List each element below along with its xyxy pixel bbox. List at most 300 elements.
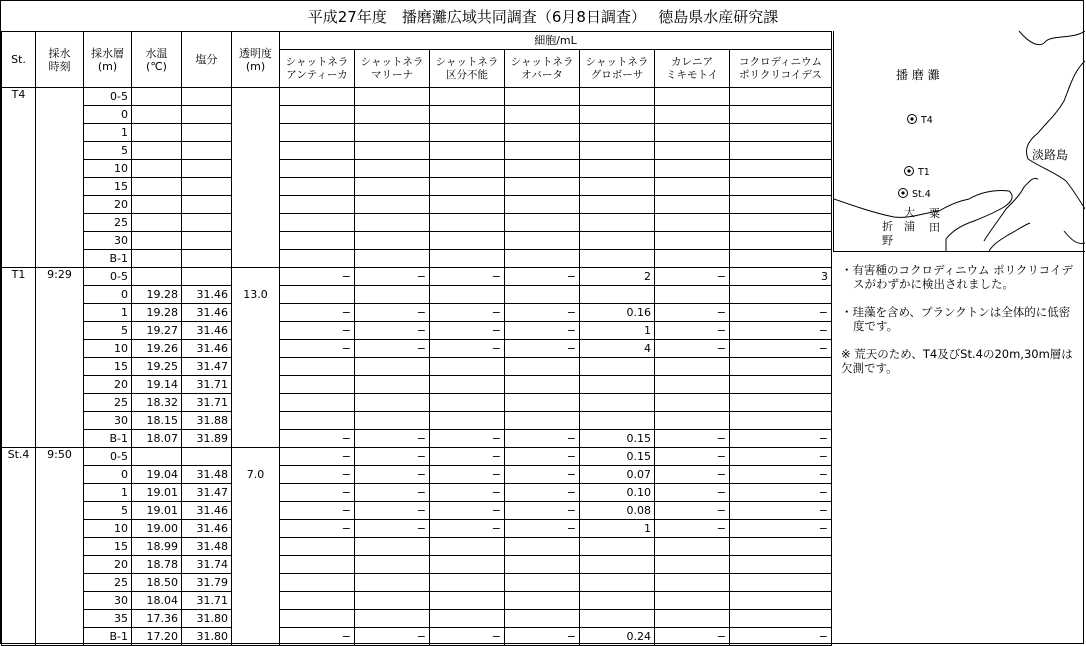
table-row [2, 304, 832, 322]
header-species-6 [655, 50, 730, 88]
cell-count: − [505, 268, 580, 286]
temp-cell [132, 214, 182, 232]
cell-count [280, 394, 355, 412]
cell-count: − [355, 484, 430, 502]
temp-cell [132, 88, 182, 106]
cell-count: − [355, 322, 430, 340]
cell-count [430, 196, 505, 214]
cell-count: − [655, 340, 730, 358]
header-time-text: 採水 時刻 [48, 46, 71, 73]
temp-cell: 18.15 [132, 412, 182, 430]
cell-count [655, 394, 730, 412]
cell-count [280, 574, 355, 592]
cell-count [430, 286, 505, 304]
cell-count [505, 196, 580, 214]
cell-count: − [730, 520, 832, 538]
cell-count [430, 592, 505, 610]
cell-count [655, 232, 730, 250]
salinity-cell: 31.46 [182, 520, 232, 538]
cell-count [580, 358, 655, 376]
cell-count [355, 214, 430, 232]
cell-count: − [430, 520, 505, 538]
cell-count [655, 358, 730, 376]
cell-count [655, 214, 730, 232]
salinity-cell: 31.79 [182, 574, 232, 592]
cell-count: − [280, 322, 355, 340]
cell-count: − [505, 304, 580, 322]
cell-count [355, 124, 430, 142]
cell-count: 0.15 [580, 448, 655, 466]
salinity-cell [182, 124, 232, 142]
header-species-text: シャットネラ アンティーカ [285, 55, 349, 81]
cell-count [730, 214, 832, 232]
header-salinity: 塩分 [182, 32, 232, 88]
cell-count: − [505, 448, 580, 466]
salinity-cell: 31.80 [182, 628, 232, 646]
salinity-cell: 31.46 [182, 502, 232, 520]
cell-count [505, 592, 580, 610]
cell-count [580, 232, 655, 250]
table-row [2, 124, 832, 142]
layer-cell: 30 [84, 412, 132, 430]
cell-count [430, 214, 505, 232]
table-row [2, 214, 832, 232]
cell-count: − [280, 484, 355, 502]
cell-count: − [730, 322, 832, 340]
table-row [2, 142, 832, 160]
cell-count [280, 250, 355, 268]
table-row [2, 592, 832, 610]
header-species-text: カレニア ミキモトイ [666, 55, 718, 81]
temp-cell [132, 448, 182, 466]
cell-count [505, 232, 580, 250]
header-cells: 細胞/mL [280, 32, 832, 50]
cell-count [505, 574, 580, 592]
cell-count: − [505, 430, 580, 448]
header-layer [84, 32, 132, 88]
cell-count [730, 88, 832, 106]
salinity-cell: 31.88 [182, 412, 232, 430]
temp-cell: 19.14 [132, 376, 182, 394]
salinity-cell: 31.47 [182, 358, 232, 376]
cell-count: 4 [580, 340, 655, 358]
cell-count [580, 394, 655, 412]
cell-count [280, 160, 355, 178]
cell-count [655, 286, 730, 304]
table-row [2, 268, 832, 286]
cell-count: − [730, 304, 832, 322]
salinity-cell [182, 196, 232, 214]
layer-cell: 20 [84, 376, 132, 394]
station-point-st4 [899, 189, 908, 198]
table-row [2, 358, 832, 376]
layer-cell: 35 [84, 610, 132, 628]
cell-count: − [355, 340, 430, 358]
cell-count: − [430, 322, 505, 340]
cell-count [655, 124, 730, 142]
cell-count [505, 88, 580, 106]
salinity-cell [182, 448, 232, 466]
cell-count: − [655, 430, 730, 448]
header-species-text: シャットネラ マリーナ [360, 55, 424, 81]
cell-count [580, 376, 655, 394]
table-row [2, 340, 832, 358]
cell-count [730, 286, 832, 304]
cell-count [355, 250, 430, 268]
cell-count: − [430, 268, 505, 286]
time-cell: 9:50 [36, 448, 84, 646]
salinity-cell [182, 214, 232, 232]
temp-cell: 19.25 [132, 358, 182, 376]
map-place-oura-1: 大 [904, 206, 915, 219]
cell-count [580, 574, 655, 592]
cell-count: − [280, 628, 355, 646]
table-row [2, 484, 832, 502]
cell-count [355, 358, 430, 376]
temp-cell: 18.99 [132, 538, 182, 556]
cell-count [580, 592, 655, 610]
header-species-3 [430, 50, 505, 88]
cell-count [655, 574, 730, 592]
map-place-awata-2: 田 [929, 221, 940, 234]
cell-count [580, 412, 655, 430]
cell-count: − [655, 484, 730, 502]
layer-cell: 5 [84, 322, 132, 340]
layer-cell: 0 [84, 466, 132, 484]
cell-count: − [730, 628, 832, 646]
cell-count: − [430, 448, 505, 466]
header-transparency [232, 32, 280, 88]
cell-count [280, 286, 355, 304]
cell-count [580, 196, 655, 214]
cell-count [730, 142, 832, 160]
salinity-cell: 31.47 [182, 484, 232, 502]
cell-count [730, 124, 832, 142]
cell-count: − [430, 304, 505, 322]
cell-count [580, 250, 655, 268]
cell-count: − [430, 430, 505, 448]
note-2: ・珪藻を含め、プランクトンは全体的に低密度です。 [841, 305, 1071, 333]
temp-cell [132, 178, 182, 196]
temp-cell: 18.07 [132, 430, 182, 448]
cell-count: − [505, 484, 580, 502]
cell-count [730, 160, 832, 178]
cell-count: − [430, 340, 505, 358]
cell-count [655, 376, 730, 394]
cell-count [505, 124, 580, 142]
layer-cell: 1 [84, 124, 132, 142]
header-temp [132, 32, 182, 88]
cell-count [580, 556, 655, 574]
cell-count [505, 556, 580, 574]
cell-count [430, 124, 505, 142]
table-row [2, 538, 832, 556]
cell-count [280, 124, 355, 142]
header-temp-text: 水温 (℃) [145, 46, 168, 73]
header-species-text: コクロディニウム ポリクリコイデス [738, 55, 823, 81]
cell-count [430, 538, 505, 556]
layer-cell: 0-5 [84, 88, 132, 106]
cell-count: − [655, 268, 730, 286]
cell-count: − [280, 340, 355, 358]
salinity-cell: 31.74 [182, 556, 232, 574]
cell-count: − [355, 502, 430, 520]
cell-count: − [730, 466, 832, 484]
cell-count [430, 88, 505, 106]
cell-count [430, 232, 505, 250]
temp-cell: 19.00 [132, 520, 182, 538]
cell-count: − [355, 268, 430, 286]
temp-cell [132, 196, 182, 214]
cell-count [730, 574, 832, 592]
cell-count: − [355, 466, 430, 484]
map-island-label: 淡路島 [1032, 148, 1069, 162]
cell-count [580, 538, 655, 556]
cell-count: − [655, 466, 730, 484]
cell-count [430, 610, 505, 628]
transparency-cell: 7.0 [232, 448, 280, 646]
header-transparency-text: 透明度 (m) [239, 46, 272, 73]
note-1: ・有害種のコクロディニウム ポリクリコイデスがわずかに検出されました。 [841, 263, 1073, 291]
cell-count [655, 142, 730, 160]
cell-count [430, 178, 505, 196]
cell-count [280, 178, 355, 196]
cell-count [655, 106, 730, 124]
table-row [2, 106, 832, 124]
cell-count [580, 610, 655, 628]
layer-cell: 0-5 [84, 448, 132, 466]
table-row [2, 376, 832, 394]
layer-cell: 10 [84, 160, 132, 178]
data-table [1, 31, 832, 646]
temp-cell: 19.01 [132, 502, 182, 520]
table-row [2, 322, 832, 340]
layer-cell: 30 [84, 232, 132, 250]
cell-count [730, 376, 832, 394]
temp-cell [132, 106, 182, 124]
cell-count [280, 106, 355, 124]
salinity-cell [182, 142, 232, 160]
cell-count [430, 556, 505, 574]
cell-count [430, 106, 505, 124]
cell-count [430, 250, 505, 268]
cell-count [355, 412, 430, 430]
station-cell: T1 [2, 268, 36, 448]
map-label-t4: T4 [921, 115, 933, 126]
cell-count: − [505, 322, 580, 340]
layer-cell: 20 [84, 556, 132, 574]
location-map [833, 31, 1085, 252]
cell-count [355, 394, 430, 412]
layer-cell: 10 [84, 520, 132, 538]
temp-cell [132, 124, 182, 142]
cell-count: − [280, 304, 355, 322]
table-row [2, 448, 832, 466]
cell-count: − [655, 322, 730, 340]
cell-count [505, 376, 580, 394]
cell-count [730, 232, 832, 250]
cell-count [505, 358, 580, 376]
temp-cell: 19.27 [132, 322, 182, 340]
table-row [2, 178, 832, 196]
cell-count: − [280, 520, 355, 538]
cell-count [355, 610, 430, 628]
cell-count [580, 160, 655, 178]
cell-count [730, 592, 832, 610]
cell-count [580, 142, 655, 160]
cell-count [655, 592, 730, 610]
cell-count: − [505, 520, 580, 538]
cell-count [355, 178, 430, 196]
salinity-cell: 31.48 [182, 466, 232, 484]
station-point-t1 [905, 167, 914, 176]
table-row [2, 502, 832, 520]
cell-count [280, 538, 355, 556]
cell-count [730, 556, 832, 574]
cell-count: − [430, 484, 505, 502]
layer-cell: 25 [84, 394, 132, 412]
layer-cell: 0-5 [84, 268, 132, 286]
layer-cell: 15 [84, 358, 132, 376]
layer-cell: 15 [84, 538, 132, 556]
cell-count: 0.15 [580, 430, 655, 448]
header-species-5 [580, 50, 655, 88]
cell-count [655, 412, 730, 430]
table-row [2, 196, 832, 214]
cell-count [655, 250, 730, 268]
salinity-cell: 31.46 [182, 322, 232, 340]
cell-count: − [355, 448, 430, 466]
cell-count [730, 196, 832, 214]
temp-cell: 19.28 [132, 286, 182, 304]
table-row [2, 286, 832, 304]
cell-count [430, 376, 505, 394]
header-species-text: シャットネラ グロボーサ [585, 55, 649, 81]
transparency-cell: 13.0 [232, 268, 280, 448]
temp-cell: 19.28 [132, 304, 182, 322]
cell-count [355, 196, 430, 214]
cell-count: − [655, 628, 730, 646]
header-species-2 [355, 50, 430, 88]
cell-count [655, 610, 730, 628]
cell-count [355, 556, 430, 574]
cell-count [355, 232, 430, 250]
table-row [2, 628, 832, 646]
header-species-7 [730, 50, 832, 88]
station-point-t4 [908, 115, 917, 124]
cell-count: 1 [580, 520, 655, 538]
cell-count [355, 142, 430, 160]
salinity-cell: 31.80 [182, 610, 232, 628]
cell-count: 1 [580, 322, 655, 340]
cell-count [280, 358, 355, 376]
salinity-cell: 31.46 [182, 286, 232, 304]
salinity-cell: 31.71 [182, 592, 232, 610]
cell-count: 0.10 [580, 484, 655, 502]
layer-cell: 0 [84, 106, 132, 124]
cell-count: − [430, 628, 505, 646]
cell-count [730, 412, 832, 430]
layer-cell: 1 [84, 484, 132, 502]
cell-count: − [655, 448, 730, 466]
salinity-cell [182, 106, 232, 124]
map-place-oura-2: 浦 [904, 220, 915, 233]
layer-cell: 5 [84, 142, 132, 160]
header-time [36, 32, 84, 88]
cell-count: − [355, 628, 430, 646]
cell-count [355, 376, 430, 394]
cell-count [730, 610, 832, 628]
table-row [2, 160, 832, 178]
table-row [2, 610, 832, 628]
layer-cell: 30 [84, 592, 132, 610]
cell-count: − [430, 502, 505, 520]
cell-count: − [355, 520, 430, 538]
map-place-orino-2: 野 [882, 234, 893, 247]
table-row [2, 88, 832, 106]
cell-count [280, 214, 355, 232]
temp-cell [132, 160, 182, 178]
cell-count [580, 214, 655, 232]
layer-cell: 15 [84, 178, 132, 196]
map-place-orino-1: 折 [882, 220, 893, 233]
cell-count [430, 358, 505, 376]
cell-count [505, 178, 580, 196]
cell-count [655, 160, 730, 178]
table-row [2, 520, 832, 538]
temp-cell: 17.20 [132, 628, 182, 646]
map-place-awata-1: 粟 [929, 207, 940, 220]
salinity-cell [182, 178, 232, 196]
layer-cell: 10 [84, 340, 132, 358]
temp-cell: 18.50 [132, 574, 182, 592]
cell-count: − [505, 466, 580, 484]
time-cell: 9:29 [36, 268, 84, 448]
temp-cell: 19.04 [132, 466, 182, 484]
layer-cell: B-1 [84, 250, 132, 268]
salinity-cell [182, 268, 232, 286]
cell-count [280, 88, 355, 106]
cell-count [580, 286, 655, 304]
cell-count [355, 286, 430, 304]
cell-count: 0.16 [580, 304, 655, 322]
table-row [2, 394, 832, 412]
salinity-cell [182, 88, 232, 106]
salinity-cell: 31.71 [182, 394, 232, 412]
cell-count [505, 142, 580, 160]
temp-cell: 18.78 [132, 556, 182, 574]
salinity-cell: 31.71 [182, 376, 232, 394]
cell-count [730, 250, 832, 268]
cell-count: − [730, 448, 832, 466]
cell-count [730, 106, 832, 124]
cell-count: − [355, 430, 430, 448]
table-row [2, 574, 832, 592]
header-species-text: シャットネラ 区分不能 [435, 55, 499, 81]
temp-cell: 18.04 [132, 592, 182, 610]
cell-count [355, 160, 430, 178]
cell-count [655, 538, 730, 556]
cell-count [280, 556, 355, 574]
cell-count [355, 574, 430, 592]
station-cell: St.4 [2, 448, 36, 646]
header-layer-text: 採水層 (m) [91, 46, 124, 73]
cell-count: 0.08 [580, 502, 655, 520]
layer-cell: 25 [84, 574, 132, 592]
cell-count [430, 394, 505, 412]
note-3: ※ 荒天のため、T4及びSt.4の20m,30m層は欠測です。 [841, 347, 1073, 375]
cell-count: − [280, 268, 355, 286]
